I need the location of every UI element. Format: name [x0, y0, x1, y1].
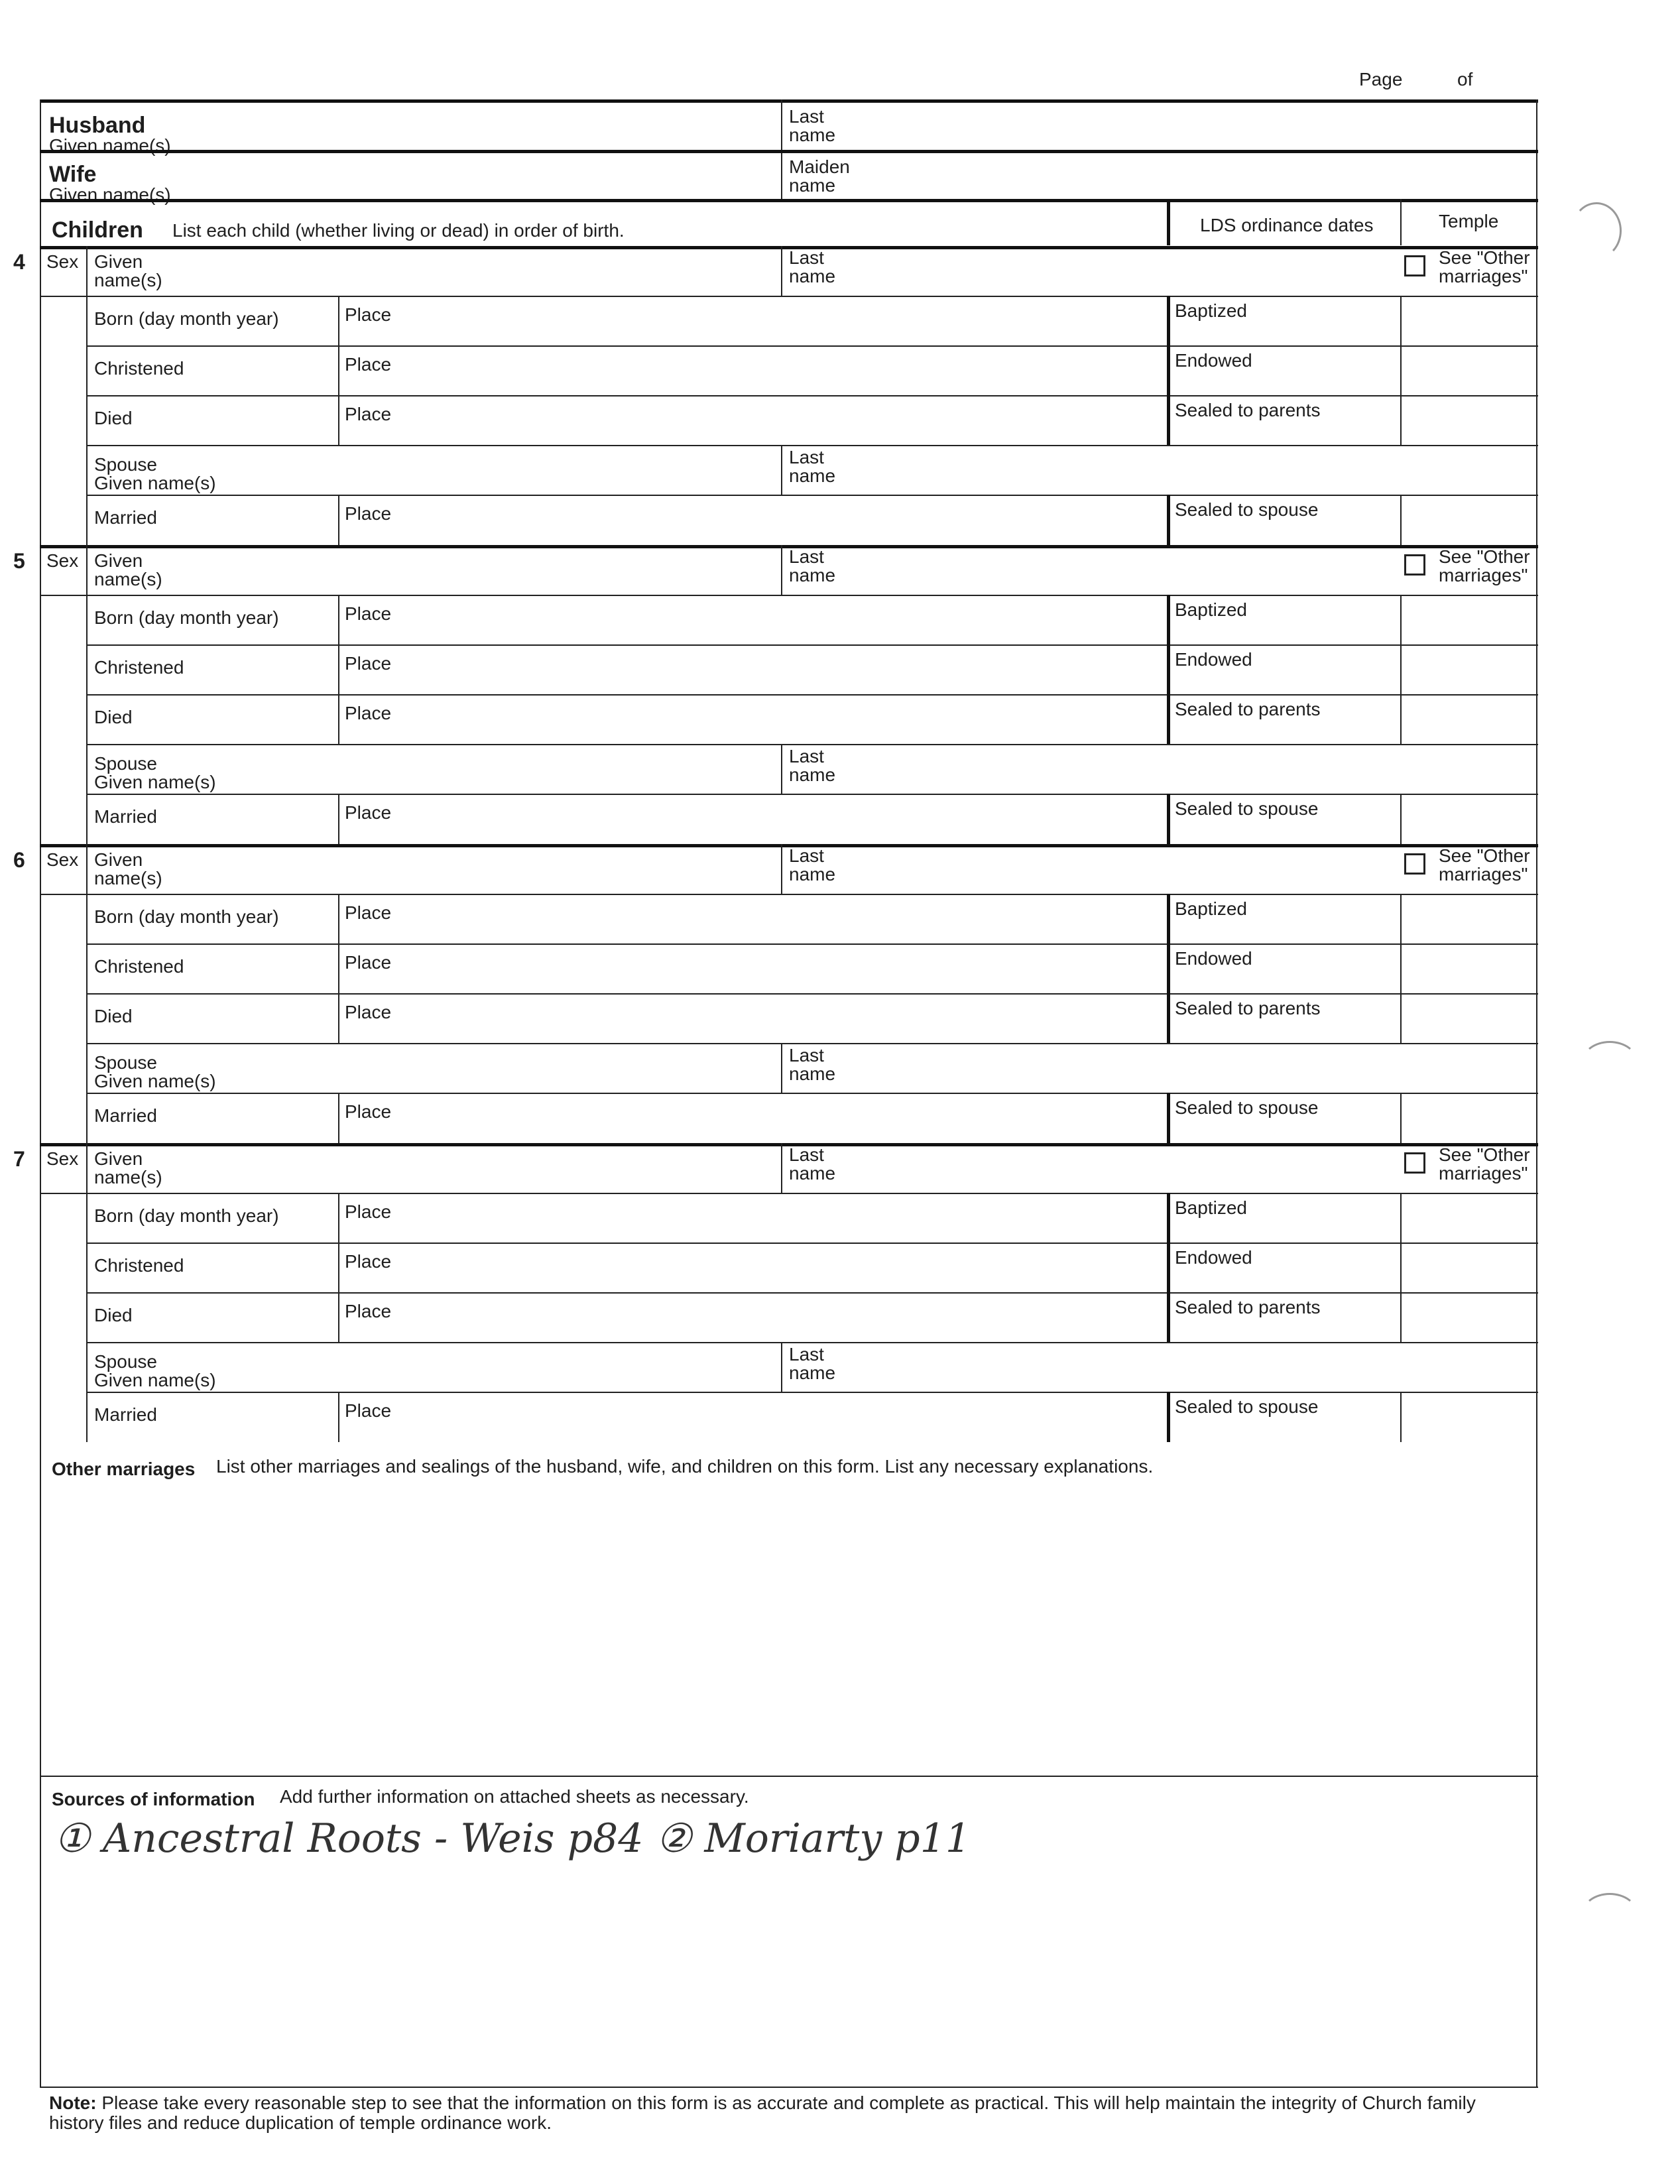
place-label: Place	[345, 952, 392, 973]
family-group-record-form	[13, 99, 1538, 2088]
see-other-label-2: marriages"	[1439, 1163, 1528, 1183]
sealed-to-parents-label: Sealed to parents	[1175, 1297, 1321, 1317]
place-label: Place	[345, 653, 392, 674]
sealed-to-parents-label: Sealed to parents	[1175, 998, 1321, 1018]
spouse-last-label: Last	[789, 447, 824, 467]
sex-label: Sex	[46, 550, 79, 571]
place-label: Place	[345, 802, 392, 823]
place-label: Place	[345, 902, 392, 923]
married-label: Married	[94, 507, 157, 528]
sources-heading: Sources of information	[52, 1789, 255, 1809]
note-text-2: history files and reduce duplication of temple ordinance work.	[49, 2112, 552, 2133]
baptized-label: Baptized	[1175, 300, 1247, 321]
spouse-last-label: Last	[789, 1344, 824, 1365]
other-marriages-checkbox[interactable]	[1404, 255, 1425, 276]
born-label: Born (day month year)	[94, 906, 279, 927]
lds-ordinance-dates-label: LDS ordinance dates	[1200, 215, 1374, 235]
child-number: 4	[13, 250, 25, 274]
see-other-label: See "Other	[1439, 845, 1530, 866]
place-label: Place	[345, 1251, 392, 1272]
other-marriages-instruction: List other marriages and sealings of the husband, wife, and children on this form. List any necessary explanations.	[216, 1456, 1154, 1477]
spouse-given-label: Given name(s)	[94, 1071, 216, 1091]
endowed-label: Endowed	[1175, 948, 1252, 969]
sex-label: Sex	[46, 1148, 79, 1169]
place-label: Place	[345, 404, 392, 424]
sex-label: Sex	[46, 251, 79, 272]
given-label: Given	[94, 550, 143, 571]
binder-hole-mark	[1581, 1041, 1638, 1085]
child-block-7	[13, 1143, 1538, 1442]
last-label-2: name	[789, 864, 836, 884]
children-heading: Children	[52, 217, 143, 243]
binder-hole-mark	[1571, 202, 1622, 259]
spouse-label: Spouse	[94, 454, 157, 475]
spouse-last-label-2: name	[789, 764, 836, 785]
sealed-to-parents-label: Sealed to parents	[1175, 400, 1321, 420]
other-marriages-checkbox[interactable]	[1404, 853, 1425, 875]
last-label-2: name	[789, 1163, 836, 1183]
christened-label: Christened	[94, 1255, 184, 1276]
place-label: Place	[345, 603, 392, 624]
place-label: Place	[345, 1101, 392, 1122]
last-label-2: name	[789, 565, 836, 585]
wife-heading: Wife	[49, 162, 97, 187]
last-label: Last	[789, 247, 824, 268]
spouse-last-label-2: name	[789, 1063, 836, 1084]
endowed-label: Endowed	[1175, 1247, 1252, 1268]
spouse-given-label: Given name(s)	[94, 1370, 216, 1390]
place-label: Place	[345, 354, 392, 375]
given-label-2: name(s)	[94, 270, 162, 290]
place-label: Place	[345, 1002, 392, 1022]
married-label: Married	[94, 1105, 157, 1126]
given-label-2: name(s)	[94, 868, 162, 888]
spouse-last-label-2: name	[789, 1363, 836, 1383]
last-label: Last	[789, 1144, 824, 1165]
place-label: Place	[345, 703, 392, 723]
child-block-5	[13, 545, 1538, 844]
page-label: Page	[1359, 69, 1403, 90]
other-marriages-area[interactable]	[49, 1492, 1528, 1764]
spouse-last-label: Last	[789, 746, 824, 766]
given-label: Given	[94, 1148, 143, 1169]
see-other-label-2: marriages"	[1439, 864, 1528, 884]
christened-label: Christened	[94, 956, 184, 977]
spouse-label: Spouse	[94, 753, 157, 774]
husband-last-label-2: name	[789, 125, 836, 145]
child-number: 6	[13, 848, 25, 872]
baptized-label: Baptized	[1175, 599, 1247, 620]
sealed-to-spouse-label: Sealed to spouse	[1175, 798, 1319, 819]
see-other-label: See "Other	[1439, 1144, 1530, 1165]
given-label: Given	[94, 251, 143, 272]
spouse-label: Spouse	[94, 1351, 157, 1372]
born-label: Born (day month year)	[94, 1205, 279, 1226]
last-label-2: name	[789, 266, 836, 286]
spouse-last-label: Last	[789, 1045, 824, 1065]
christened-label: Christened	[94, 657, 184, 678]
died-label: Died	[94, 707, 133, 727]
binder-hole-mark	[1581, 1893, 1638, 1937]
sources-instruction: Add further information on attached sheets as necessary.	[280, 1786, 749, 1807]
endowed-label: Endowed	[1175, 350, 1252, 371]
note-line-1	[49, 2094, 1476, 2112]
given-label: Given	[94, 849, 143, 870]
wife-given-label: Given name(s)	[49, 184, 171, 205]
spouse-label: Spouse	[94, 1052, 157, 1073]
husband-last-label: Last	[789, 106, 824, 127]
spouse-given-label: Given name(s)	[94, 772, 216, 792]
endowed-label: Endowed	[1175, 649, 1252, 670]
sources-area[interactable]	[49, 1876, 1528, 2075]
of-label: of	[1457, 69, 1473, 90]
see-other-label-2: marriages"	[1439, 565, 1528, 585]
husband-given-label: Given name(s)	[49, 135, 171, 156]
children-instruction: List each child (whether living or dead) in order of birth.	[172, 220, 625, 241]
christened-label: Christened	[94, 358, 184, 379]
place-label: Place	[345, 1301, 392, 1321]
sealed-to-spouse-label: Sealed to spouse	[1175, 1396, 1319, 1417]
note-text-1: Please take every reasonable step to see that the information on this form is as accurate and complete as practical. This will help maintain the integrity of Church family	[101, 2093, 1476, 2113]
sealed-to-parents-label: Sealed to parents	[1175, 699, 1321, 719]
see-other-label-2: marriages"	[1439, 266, 1528, 286]
baptized-label: Baptized	[1175, 1197, 1247, 1218]
other-marriages-checkbox[interactable]	[1404, 1152, 1425, 1174]
died-label: Died	[94, 408, 133, 428]
given-label-2: name(s)	[94, 569, 162, 589]
note-label: Note:	[49, 2093, 97, 2113]
died-label: Died	[94, 1305, 133, 1325]
wife-maiden-label: Maiden	[789, 156, 850, 177]
child-block-4	[13, 246, 1538, 545]
sources-handwritten-entry: ① Ancestral Roots - Weis p84 ② Moriarty p11	[54, 1815, 971, 1862]
sex-label: Sex	[46, 849, 79, 870]
born-label: Born (day month year)	[94, 607, 279, 628]
see-other-label: See "Other	[1439, 247, 1530, 268]
born-label: Born (day month year)	[94, 308, 279, 329]
married-label: Married	[94, 1404, 157, 1425]
last-label: Last	[789, 546, 824, 567]
child-block-6	[13, 844, 1538, 1143]
last-label: Last	[789, 845, 824, 866]
sealed-to-spouse-label: Sealed to spouse	[1175, 499, 1319, 520]
died-label: Died	[94, 1006, 133, 1026]
child-number: 7	[13, 1147, 25, 1171]
temple-label: Temple	[1439, 211, 1499, 231]
spouse-last-label-2: name	[789, 465, 836, 486]
place-label: Place	[345, 304, 392, 325]
baptized-label: Baptized	[1175, 898, 1247, 919]
place-label: Place	[345, 1400, 392, 1421]
married-label: Married	[94, 806, 157, 827]
sealed-to-spouse-label: Sealed to spouse	[1175, 1097, 1319, 1118]
see-other-label: See "Other	[1439, 546, 1530, 567]
given-label-2: name(s)	[94, 1167, 162, 1187]
place-label: Place	[345, 503, 392, 524]
child-number: 5	[13, 549, 25, 573]
wife-maiden-label-2: name	[789, 175, 836, 196]
spouse-given-label: Given name(s)	[94, 473, 216, 493]
other-marriages-checkbox[interactable]	[1404, 554, 1425, 576]
place-label: Place	[345, 1201, 392, 1222]
other-marriages-heading: Other marriages	[52, 1459, 196, 1479]
husband-heading: Husband	[49, 113, 146, 138]
